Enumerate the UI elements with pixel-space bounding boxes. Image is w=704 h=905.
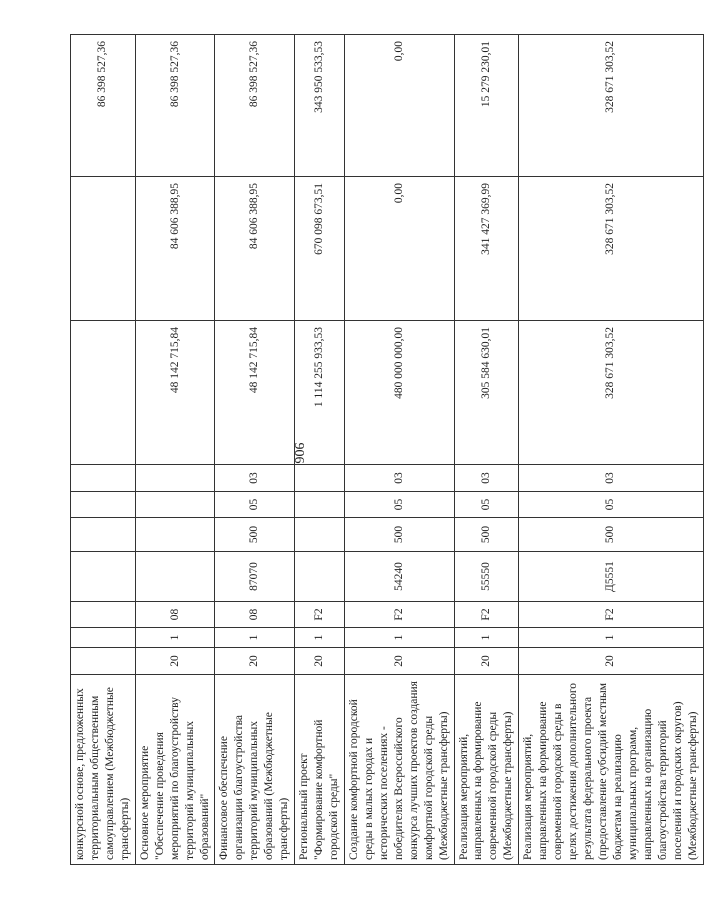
code-cell: 500	[454, 518, 519, 552]
amount-cell: 328 671 303,52	[519, 35, 703, 177]
code-cell	[71, 628, 136, 648]
table-row	[71, 35, 136, 865]
amount-cell: 305 584 630,01	[454, 321, 519, 465]
row-name-cell: Реализация мероприятий, направленных на формирование современной городской среды (Межбюджетные трансферты)	[454, 675, 519, 865]
table-row	[135, 35, 215, 865]
amount-cell	[71, 177, 136, 321]
code-cell: 03	[519, 465, 703, 492]
code-cell: 500	[215, 518, 295, 552]
code-cell: 1	[519, 628, 703, 648]
code-cell: 500	[519, 518, 703, 552]
code-cell	[71, 648, 136, 675]
code-cell: 1	[344, 628, 454, 648]
code-cell: 05	[454, 492, 519, 518]
code-cell: 20	[519, 648, 703, 675]
code-cell: 03	[454, 465, 519, 492]
code-cell: 87070	[215, 552, 295, 602]
page-number: 906	[291, 442, 306, 464]
amount-cell: 48 142 715,84	[135, 321, 215, 465]
code-cell: 1	[135, 628, 215, 648]
row-name-cell: Основное мероприятие "Обеспечение проведения мероприятий по благоустройству территорий муниципальных образований"	[135, 675, 215, 865]
table-row	[344, 35, 454, 865]
code-cell	[135, 492, 215, 518]
budget-table	[70, 34, 704, 865]
amount-cell: 84 606 388,95	[215, 177, 295, 321]
table-row	[519, 35, 703, 865]
amount-cell: 86 398 527,36	[71, 35, 136, 177]
row-name-cell: Финансовое обеспечение организации благоустройства территорий муниципальных образований (Межбюджетные трансферты)	[215, 675, 295, 865]
code-cell	[135, 518, 215, 552]
code-cell: 08	[135, 602, 215, 628]
amount-cell: 0,00	[344, 177, 454, 321]
table-body	[71, 35, 704, 865]
code-cell: F2	[454, 602, 519, 628]
table-row	[215, 35, 295, 865]
code-cell: 05	[344, 492, 454, 518]
code-cell: F2	[295, 602, 345, 628]
code-cell	[135, 465, 215, 492]
code-cell: 20	[215, 648, 295, 675]
code-cell	[295, 518, 345, 552]
code-cell: 55550	[454, 552, 519, 602]
code-cell: 1	[215, 628, 295, 648]
code-cell: F2	[344, 602, 454, 628]
amount-cell	[71, 321, 136, 465]
amount-cell: 480 000 000,00	[344, 321, 454, 465]
code-cell	[71, 465, 136, 492]
code-cell	[71, 602, 136, 628]
row-name-cell: Региональный проект "Формирование комфортной городской среды"	[295, 675, 345, 865]
row-name-cell: Создание комфортной городской среды в малых городах и исторических поселениях - победителях Всероссийского конкурса лучших проектов создания комфортной городской среды (Межбюджетные трансферты)	[344, 675, 454, 865]
code-cell	[295, 492, 345, 518]
code-cell: 20	[344, 648, 454, 675]
amount-cell: 0,00	[344, 35, 454, 177]
code-cell: 54240	[344, 552, 454, 602]
code-cell: F2	[519, 602, 703, 628]
amount-cell: 343 950 533,53	[295, 35, 345, 177]
amount-cell: 48 142 715,84	[215, 321, 295, 465]
code-cell: 20	[135, 648, 215, 675]
amount-cell: 84 606 388,95	[135, 177, 215, 321]
amount-cell: 86 398 527,36	[215, 35, 295, 177]
code-cell	[71, 552, 136, 602]
code-cell	[71, 492, 136, 518]
amount-cell: 86 398 527,36	[135, 35, 215, 177]
amount-cell: 670 098 673,51	[295, 177, 345, 321]
budget-table-rotated	[70, 35, 699, 865]
amount-cell: 341 427 369,99	[454, 177, 519, 321]
code-cell: 05	[215, 492, 295, 518]
table-row	[454, 35, 519, 865]
row-name-cell: конкурсной основе, предложенных территориальным общественным самоуправлением (Межбюджетные трансферты)	[71, 675, 136, 865]
code-cell	[71, 518, 136, 552]
amount-cell: 328 671 303,52	[519, 177, 703, 321]
code-cell: 03	[344, 465, 454, 492]
amount-cell: 15 279 230,01	[454, 35, 519, 177]
code-cell	[295, 552, 345, 602]
code-cell: 20	[295, 648, 345, 675]
code-cell: 1	[295, 628, 345, 648]
code-cell: 20	[454, 648, 519, 675]
code-cell	[295, 465, 345, 492]
code-cell: 1	[454, 628, 519, 648]
amount-cell: 328 671 303,52	[519, 321, 703, 465]
row-name-cell: Реализация мероприятий, направленных на формирование современной городской среды в целях достижения дополнительного результата федерального проекта (предоставление субсидий местным бюджетам на реализацию муниципальных программ, направленных на организацию благоустройства территорий поселений и городских округов) (Межбюджетные трансферты)	[519, 675, 703, 865]
code-cell: 500	[344, 518, 454, 552]
code-cell: Д5551	[519, 552, 703, 602]
table-row	[295, 35, 345, 865]
code-cell: 03	[215, 465, 295, 492]
code-cell: 05	[519, 492, 703, 518]
code-cell: 08	[215, 602, 295, 628]
code-cell	[135, 552, 215, 602]
amount-cell: 1 114 255 933,53	[295, 321, 345, 465]
